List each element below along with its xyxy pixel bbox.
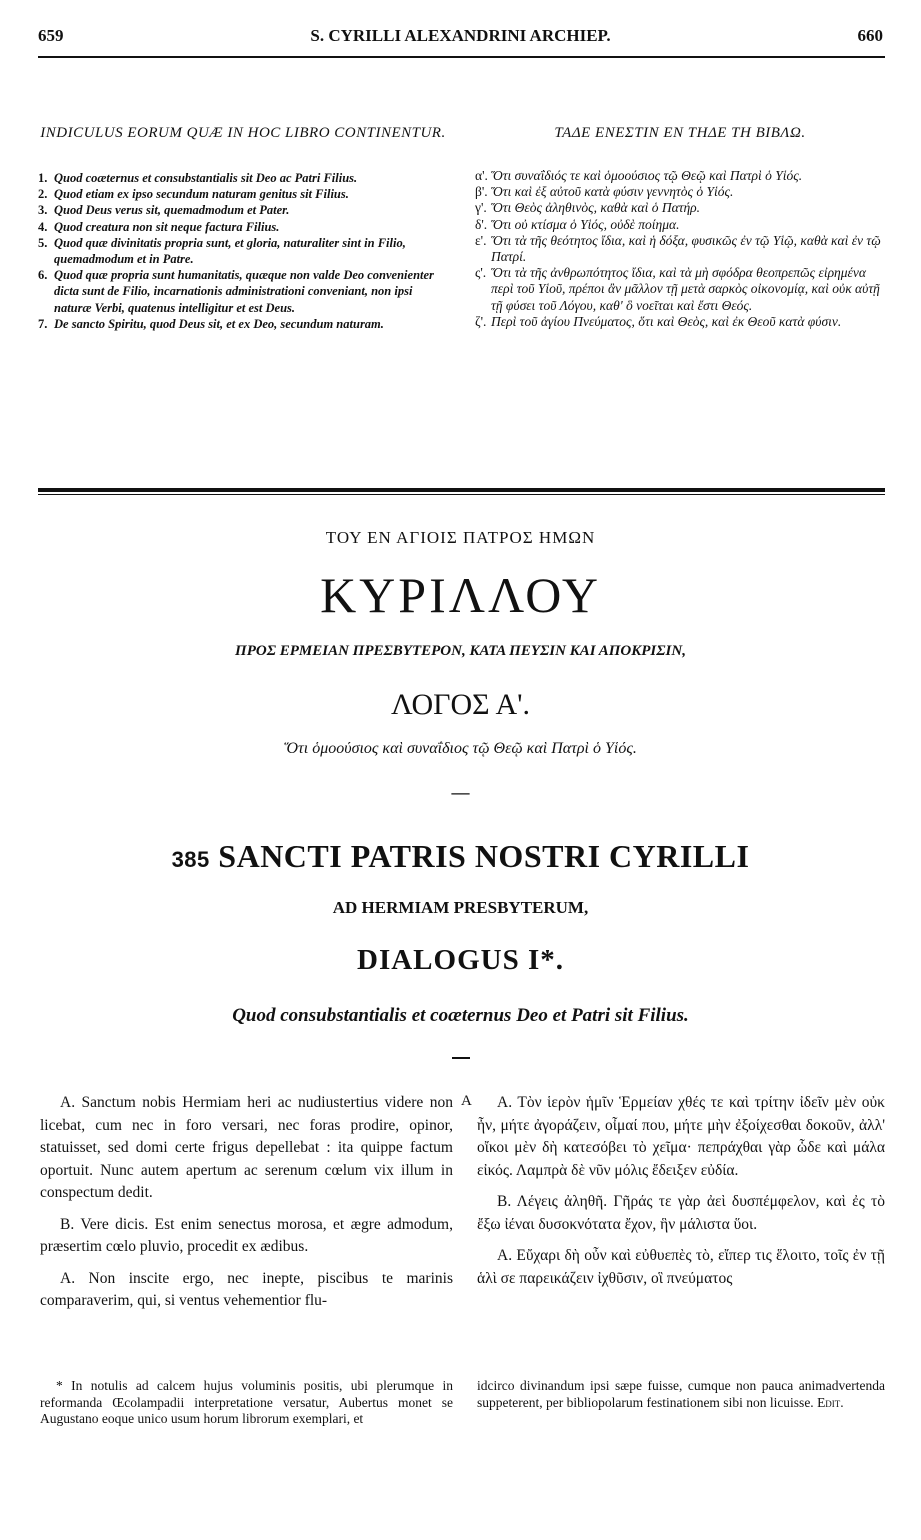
index-greek-item-number: ζ'. xyxy=(475,313,487,329)
index-latin-item xyxy=(38,235,446,267)
separator-dash: — xyxy=(451,782,470,802)
page-number-right: 660 xyxy=(857,26,883,45)
index-latin-item-text: Quod quæ propria sunt humanitatis, quæque non valde Deo convenienter dicta sunt de Filio, incarnationis administrationi conveniant, non ipsi naturæ Verbi, quatenus intelligitur et est Deus. xyxy=(54,268,434,315)
latin-heading-sub: AD HERMIAM PRESBYTERUM, xyxy=(332,898,589,917)
header-rule xyxy=(38,56,885,58)
margin-letter: A xyxy=(461,1093,472,1109)
footnote-left-text: * In notulis ad calcem hujus voluminis positis, ubi plerumque in reformanda Œcolampadii interpretatione versatur, Aubertus monet se Augustano eoque unico usum horum librorum exemplari, et xyxy=(40,1378,453,1426)
index-greek-item-text: Ὅτι συναΐδιός τε καὶ ὁμοούσιος τῷ Θεῷ καὶ Πατρὶ ὁ Υἱός. xyxy=(491,168,803,183)
greek-paragraph: Α. Εὔχαρι δὴ οὖν καὶ εὐθυεπὲς τὸ, εἴπερ τις ἕλοιτο, τοῖς ἐν τῇ ἁλὶ σε παρεικάζειν ἰχθῦσιν, οἳ πνεύματος xyxy=(477,1247,885,1287)
greek-paragraph: Β. Λέγεις ἀληθῆ. Γῆράς τε γὰρ ἀεὶ δυσπέμφελον, καὶ ἐς τὸ ἔξω ἰέναι δυσοκνότατα ἔχον, ἣν μάλιστα ὕοι. xyxy=(477,1193,885,1233)
footnote-right-text: idcirco divinandum ipsi sæpe fuisse, cumque non pauca animadvertenda suppeterent, per bibliopolarum festinationem sibi non licuisse. xyxy=(477,1378,885,1410)
index-latin-item-text: Quod etiam ex ipso secundum naturam genitus sit Filius. xyxy=(54,187,349,202)
page-number-left: 659 xyxy=(38,26,64,45)
index-latin-item-text: Quod creatura non sit neque factura Filius. xyxy=(54,219,280,234)
index-greek-item-text: Ὅτι οὐ κτίσμα ὁ Υἱός, οὐδὲ ποίημα. xyxy=(491,216,680,232)
greek-heading-logos: ΛΟΓΟΣ Α'. xyxy=(390,688,531,721)
greek-thesis: Ὅτι ὁμοούσιος καὶ συναΐδιος τῷ Θεῷ καὶ Πατρὶ ὁ Υἱός. xyxy=(284,740,637,757)
index-latin-item-number: 3. xyxy=(38,203,48,218)
index-latin-item-text: Quod quæ divinitatis propria sunt, et gloria, naturaliter sint in Filio, quemadmodum et in Patre. xyxy=(54,235,406,267)
index-greek-item-number: ε'. xyxy=(475,232,487,248)
footnote-left xyxy=(40,1378,453,1428)
latin-thesis: Quod consubstantialis et coæternus Deo et Patri sit Filius. xyxy=(232,1005,689,1026)
index-latin-list xyxy=(38,170,446,332)
index-latin-item-number: 6. xyxy=(38,268,48,283)
index-greek-item xyxy=(475,265,885,314)
running-title: S. CYRILLI ALEXANDRINI ARCHIEP. xyxy=(310,26,611,45)
index-latin-title: INDICULUS EORUM QUÆ IN HOC LIBRO CONTINENTUR. xyxy=(40,125,446,141)
index-greek-list xyxy=(475,168,885,330)
index-greek-item xyxy=(475,314,885,330)
index-latin-item-text: Quod coæternus et consubstantialis sit Deo ac Patri Filius. xyxy=(54,171,358,185)
footnote-signature: Edit. xyxy=(817,1394,844,1410)
greek-heading-name: ΚΥΡΙΛΛΟΥ xyxy=(320,567,601,623)
index-greek-item xyxy=(475,217,885,233)
index-latin-item-number: 5. xyxy=(38,235,48,250)
latin-paragraph: A. Sanctum nobis Hermiam heri ac nudiustertius videre non licebat, cum nec in foro versari, nec foras prodire, opinor, statuisset, sed domi certe frigus depellebat : ita quippe factum oportuit. Nunc autem apertum ac serenum cœlum vix illum in conspectum dedit. xyxy=(40,1094,453,1201)
latin-heading-name-text: SANCTI PATRIS NOSTRI CYRILLI xyxy=(218,838,750,874)
index-greek-item-number: δ'. xyxy=(475,216,488,232)
index-greek-item-text: Ὅτι Θεὸς ἀληθινὸς, καθὰ καὶ ὁ Πατήρ. xyxy=(491,200,701,216)
index-greek-title: ΤΑΔΕ ΕΝΕΣΤΙΝ ΕΝ ΤΗΔΕ ΤΗ ΒΙΒΛΩ. xyxy=(554,125,806,141)
greek-paragraph: Α. Τὸν ἱερὸν ἡμῖν Ἑρμείαν χθές τε καὶ τρίτην ἰδεῖν μὲν οὐκ ἦν, μήτε ἀγοράζειν, οἶμαί που, μήτε μὴν ἐξοίχεσθαι δοκοῦν, ἀλλ' οἴκοι μὲν δὴ κατεσόβει τὸ χεῖμα· πεπράχθαι γὰρ ὧδε καὶ μάλα εἰκός. Λαμπρὰ δὲ νῦν μόλις ἔδειξεν εὐδία. xyxy=(477,1094,885,1179)
index-greek-item-text: Ὅτι τὰ τῆς ἀνθρωπότητος ἴδια, καὶ τὰ μὴ σφόδρα θεοπρεπῶς εἰρημένα περὶ τοῦ Υἱοῦ, πρέποι ἂν μᾶλλον τῇ μετὰ σαρκὸς οἰκονομίᾳ, καὶ οὐκ αὐτῇ τῇ φύσει τοῦ Λόγου, καθ' ὃ νοεῖται καὶ ἔστι Θεός. xyxy=(491,265,880,313)
index-latin-item xyxy=(38,186,446,202)
index-greek-item-number: ς'. xyxy=(475,265,487,281)
latin-paragraph: A. Non inscite ergo, nec inepte, piscibus te marinis comparaverim, qui, si ventus vehementior flu- xyxy=(40,1269,453,1309)
index-latin-item xyxy=(38,219,446,235)
column-number: 385 xyxy=(171,847,210,872)
index-latin-item xyxy=(38,170,446,186)
index-latin-item-number: 1. xyxy=(38,171,48,185)
index-latin-item xyxy=(38,202,446,218)
latin-text-column xyxy=(40,1092,453,1322)
index-latin-item xyxy=(38,316,446,332)
index-greek-item xyxy=(475,184,885,200)
short-rule xyxy=(452,1057,470,1059)
index-latin-item-number: 4. xyxy=(38,219,48,234)
index-greek-item xyxy=(475,168,885,184)
index-greek-item xyxy=(475,200,885,216)
index-greek-item-number: α'. xyxy=(475,168,488,183)
index-greek-item-text: Περὶ τοῦ ἁγίου Πνεύματος, ὅτι καὶ Θεὸς, καὶ ἐκ Θεοῦ κατὰ φύσιν. xyxy=(491,313,842,329)
section-rule-thick xyxy=(38,488,885,492)
latin-paragraph: B. Vere dicis. Est enim senectus morosa, et ægre admodum, præsertim cœlo pluvio, procedit ex ædibus. xyxy=(40,1215,453,1255)
index-latin-item xyxy=(38,267,446,316)
index-greek-item-text: Ὅτι τὰ τῆς θεότητος ἴδια, καὶ ἡ δόξα, φυσικῶς ἐν τῷ Υἱῷ, καθὰ καὶ ἐν τῷ Πατρί. xyxy=(491,232,881,265)
greek-text-column xyxy=(477,1092,885,1299)
index-latin-item-number: 2. xyxy=(38,187,48,202)
footnote-right xyxy=(477,1378,885,1411)
index-greek-item-number: β'. xyxy=(475,184,488,200)
latin-heading-name xyxy=(0,838,921,875)
greek-heading-sub: ΠΡΟΣ ΕΡΜΕΙΑΝ ΠΡΕΣΒΥΤΕΡΟΝ, ΚΑΤΑ ΠΕΥΣΙΝ ΚΑΙ ΑΠΟΚΡΙΣΙΝ, xyxy=(235,643,686,659)
index-greek-item-text: Ὅτι καὶ ἐξ αὐτοῦ κατὰ φύσιν γεννητὸς ὁ Υἱός. xyxy=(491,184,734,200)
section-rule-thin xyxy=(38,494,885,495)
latin-heading-dialogus: DIALOGUS I*. xyxy=(357,944,564,976)
index-latin-item-text: Quod Deus verus sit, quemadmodum et Pater. xyxy=(54,203,290,218)
greek-heading-pre: ΤΟΥ ΕΝ ΑΓΙΟΙΣ ΠΑΤΡΟΣ ΗΜΩΝ xyxy=(325,528,596,547)
index-greek-item-number: γ'. xyxy=(475,200,487,216)
index-greek-item xyxy=(475,233,885,265)
index-latin-item-text: De sancto Spiritu, quod Deus sit, et ex Deo, secundum naturam. xyxy=(54,316,384,331)
index-latin-item-number: 7. xyxy=(38,316,48,331)
